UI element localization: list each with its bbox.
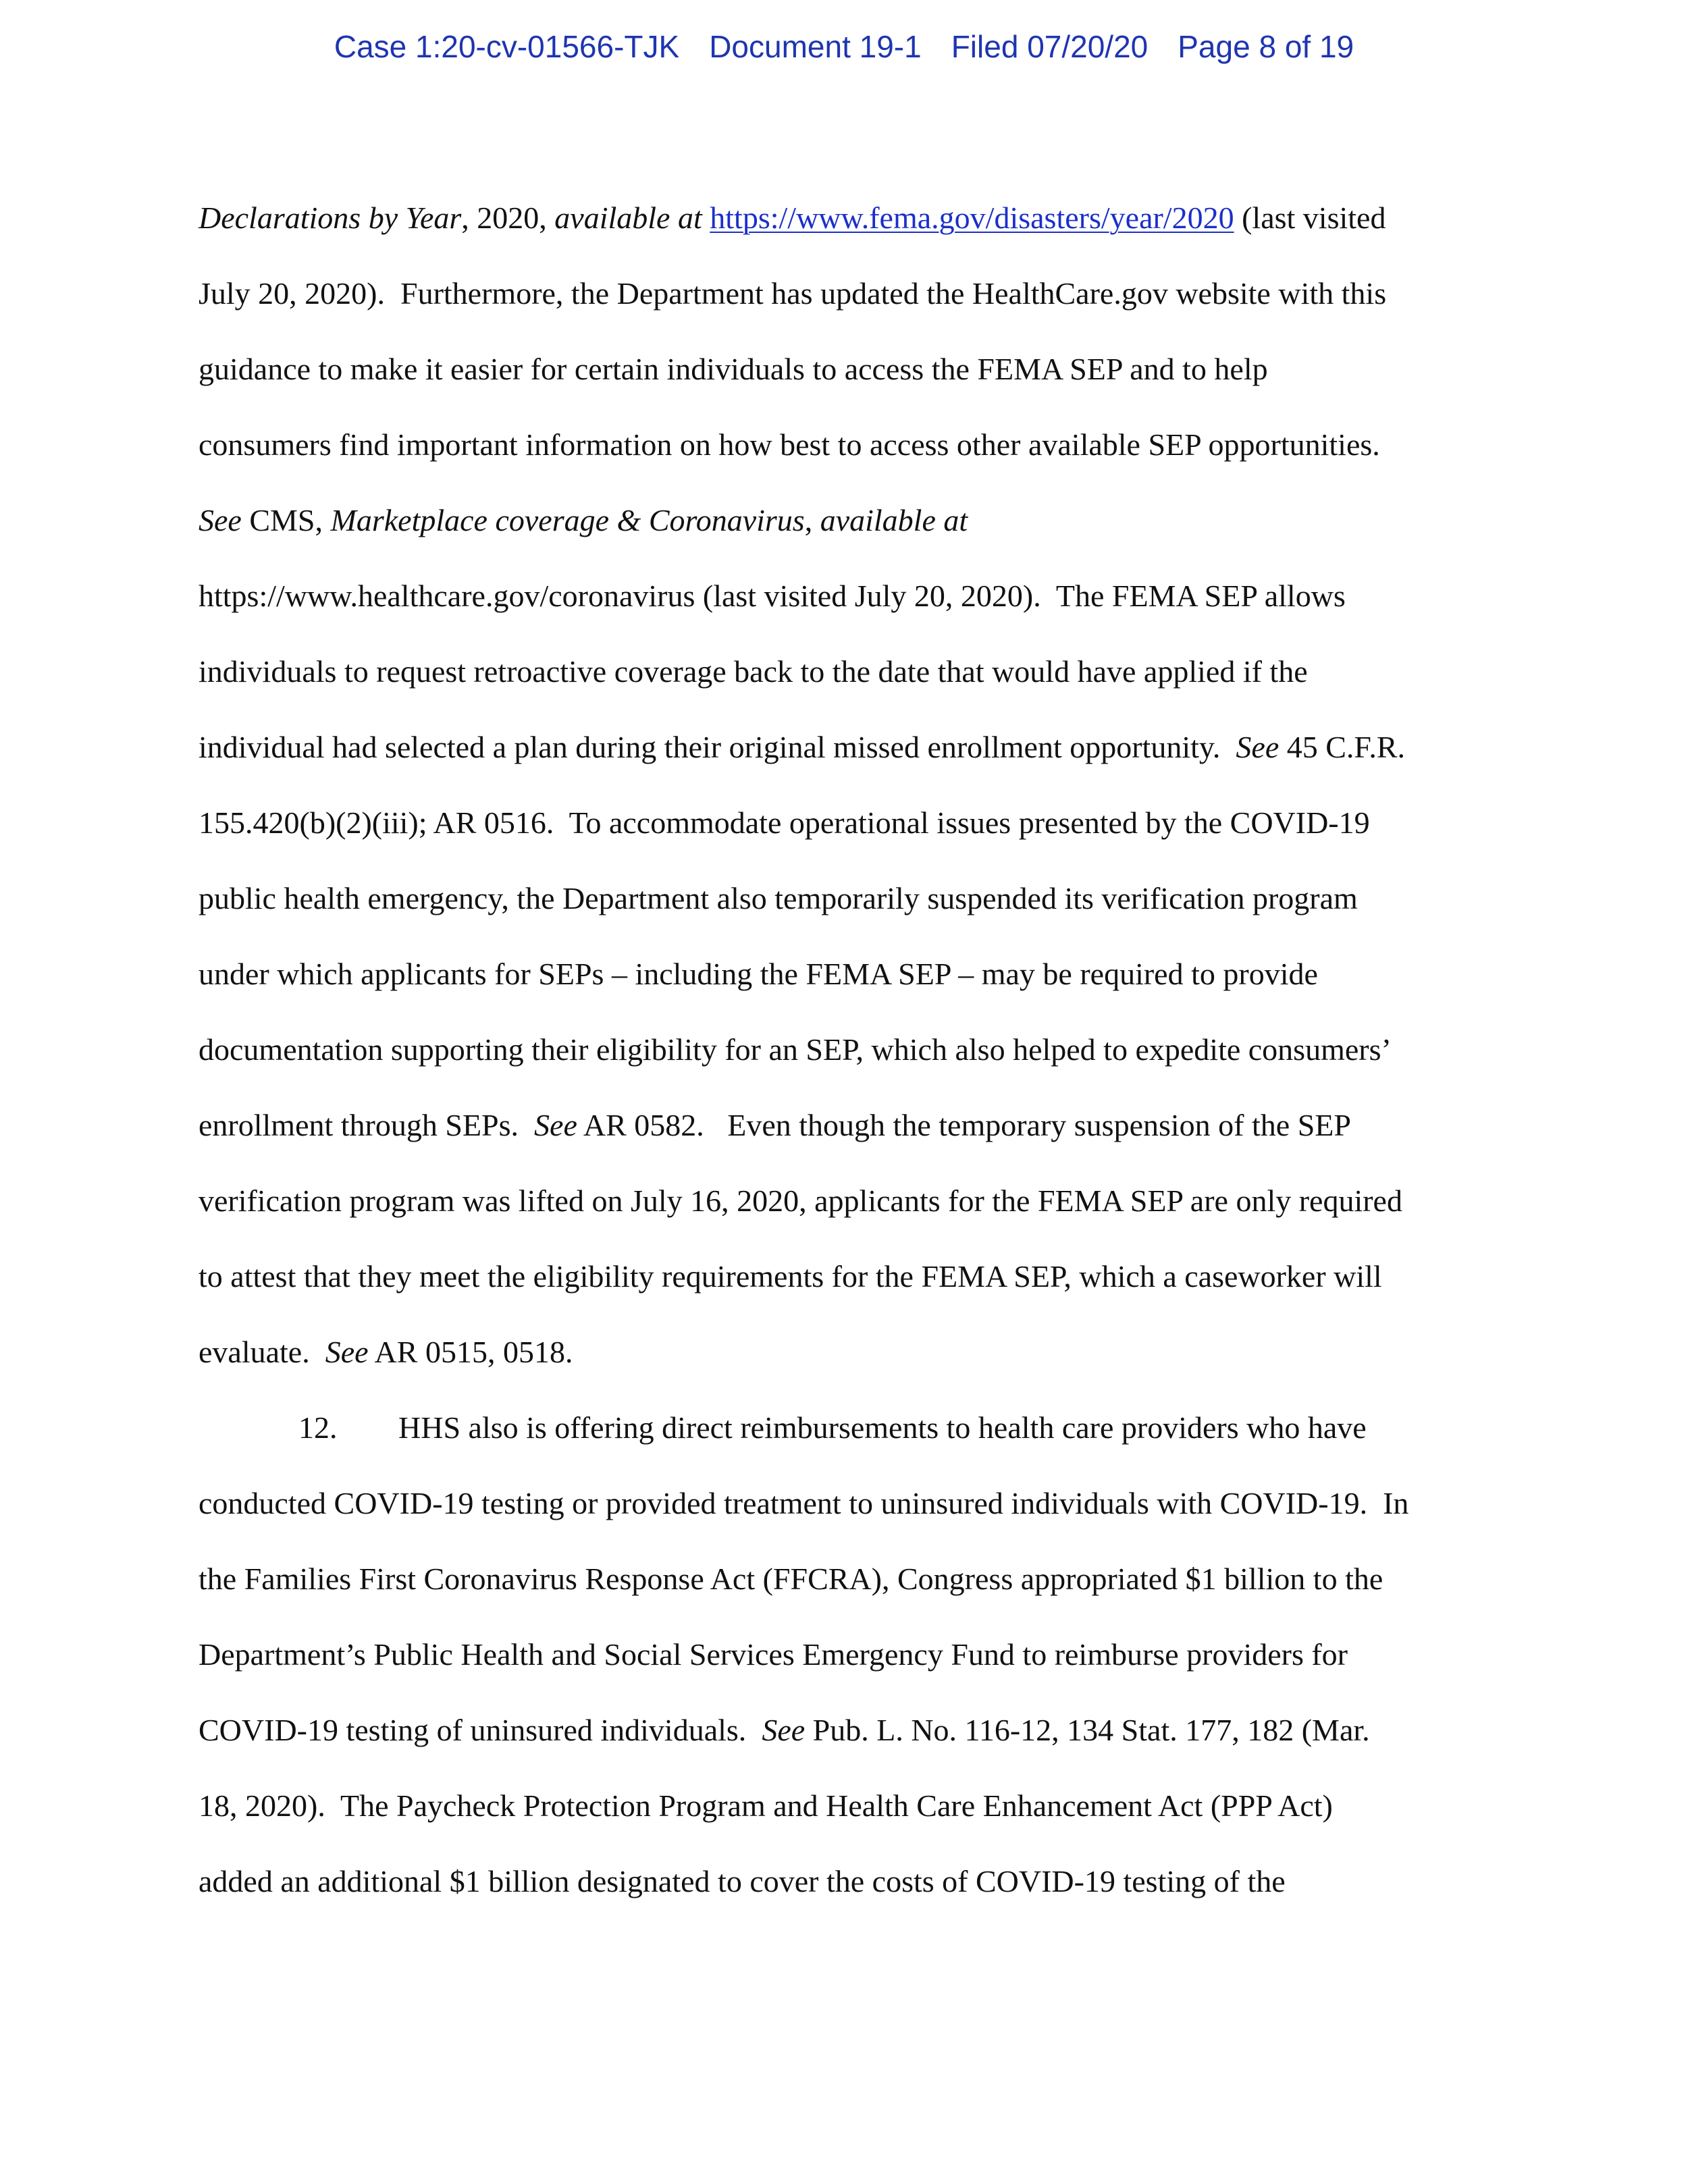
case-number: Case 1:20-cv-01566-TJK xyxy=(334,29,680,64)
body-line-12: documentation supporting their eligibility for an SEP, which also helped to expedite consumers’ xyxy=(199,1032,1392,1067)
page-number: Page 8 of 19 xyxy=(1178,29,1354,64)
body-line-19: the Families First Coronavirus Response Act (FFCRA), Congress appropriated $1 billion to the xyxy=(199,1562,1383,1596)
body-line-16: evaluate. See AR 0515, 0518. xyxy=(199,1335,573,1369)
body-line-2: July 20, 2020). Furthermore, the Department has updated the HealthCare.gov website with this xyxy=(199,276,1387,311)
document-number: Document 19-1 xyxy=(709,29,922,64)
paragraph-number: 12. xyxy=(298,1410,338,1445)
body-line-23: added an additional $1 billion designated to cover the costs of COVID-19 testing of the xyxy=(199,1864,1286,1898)
body-line-17: 12. HHS also is offering direct reimbursements to health care providers who have xyxy=(199,1408,1367,1448)
body-line-5: See CMS, Marketplace coverage & Coronavirus, available at xyxy=(199,503,968,537)
body-line-18: conducted COVID-19 testing or provided treatment to uninsured individuals with COVID-19. In xyxy=(199,1486,1409,1520)
body-line-10: public health emergency, the Department also temporarily suspended its verification program xyxy=(199,881,1358,915)
body-line-14: verification program was lifted on July 16, 2020, applicants for the FEMA SEP are only required xyxy=(199,1183,1402,1218)
body-line-7: individuals to request retroactive coverage back to the date that would have applied if the xyxy=(199,654,1308,689)
body-line-8: individual had selected a plan during their original missed enrollment opportunity. See 45 C.F.R. xyxy=(199,730,1406,764)
body-line-20: Department’s Public Health and Social Services Emergency Fund to reimburse providers for xyxy=(199,1637,1348,1672)
body-line-9: 155.420(b)(2)(iii); AR 0516. To accommodate operational issues presented by the COVID-19 xyxy=(199,805,1370,840)
body-line-4: consumers find important information on how best to access other available SEP opportunities. xyxy=(199,427,1380,462)
filed-date: Filed 07/20/20 xyxy=(951,29,1149,64)
body-line-15: to attest that they meet the eligibility requirements for the FEMA SEP, which a caseworker will xyxy=(199,1259,1382,1294)
body-line-13: enrollment through SEPs. See AR 0582. Even though the temporary suspension of the SEP xyxy=(199,1108,1351,1142)
body-line-1: Declarations by Year, 2020, available at https://www.fema.gov/disasters/year/2020 (last visited xyxy=(199,201,1386,235)
body-line-21: COVID-19 testing of uninsured individuals. See Pub. L. No. 116-12, 134 Stat. 177, 182 (Mar. xyxy=(199,1713,1370,1747)
case-header xyxy=(0,28,1688,65)
fema-disasters-link[interactable]: https://www.fema.gov/disasters/year/2020 xyxy=(710,201,1234,235)
body-line-22: 18, 2020). The Paycheck Protection Program and Health Care Enhancement Act (PPP Act) xyxy=(199,1788,1333,1823)
body-line-3: guidance to make it easier for certain individuals to access the FEMA SEP and to help xyxy=(199,352,1268,386)
body-line-6: https://www.healthcare.gov/coronavirus (last visited July 20, 2020). The FEMA SEP allows xyxy=(199,579,1346,613)
body-line-11: under which applicants for SEPs – including the FEMA SEP – may be required to provide xyxy=(199,957,1318,991)
